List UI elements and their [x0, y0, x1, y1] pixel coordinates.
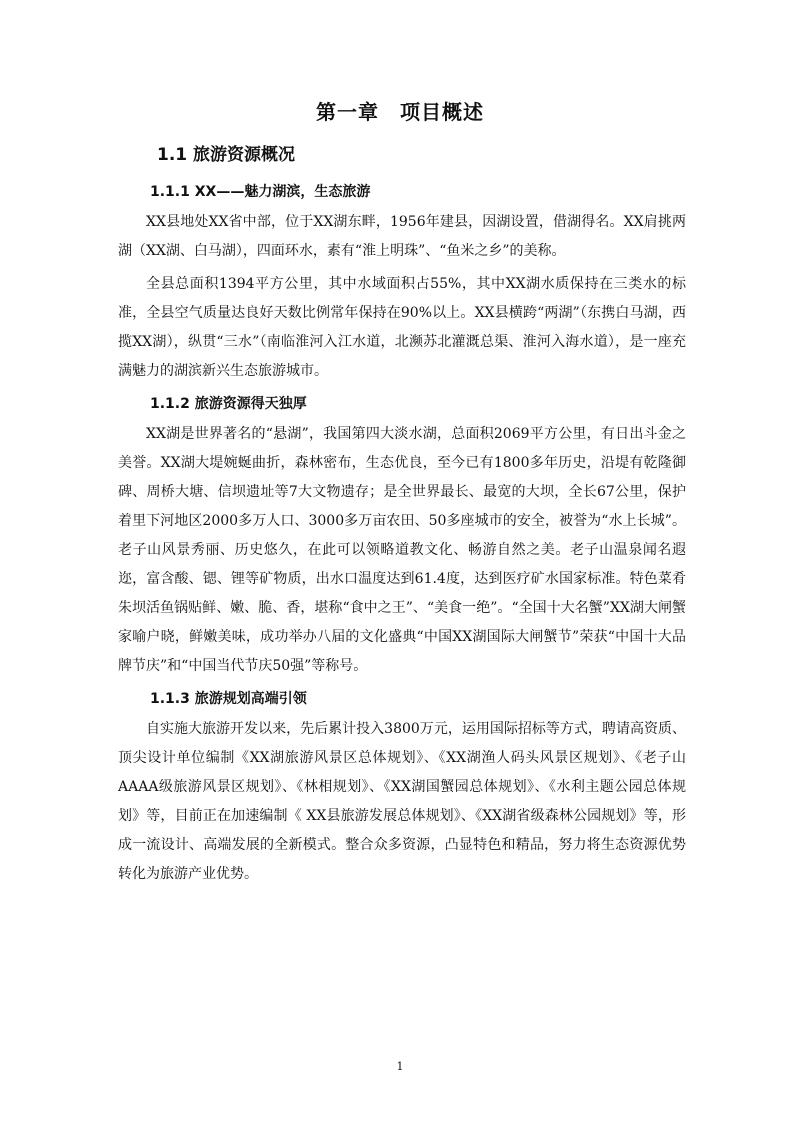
section-title: 1.1 旅游资源概况: [157, 145, 296, 165]
paragraph: 自实施大旅游开发以来，先后累计投入3800万元，运用国际招标等方式，聘请高资质、顶尖设计单位编制《XX湖旅游风景区总体规划》、《XX湖渔人码头风景区规划》、《老子山AAAA级旅游风景区规划》、《林相规划》、《XX湖国蟹园总体规划》、《水利主题公园总体规划》等，目前正在加速编制《 XX县旅游发展总体规划》、《XX湖省级森林公园规划》等，形成一流设计、高端发展的全新模式。整合众多资源，凸显特色和精品，努力将生态资源优势转化为旅游产业优势。: [118, 721, 686, 882]
subsection-title-1-1-1: 1.1.1 XX——魅力湖滨，生态旅游: [150, 184, 371, 200]
section-content: [118, 178, 686, 893]
subsection-title-1-1-3: 1.1.3 旅游规划高端引领: [150, 691, 307, 707]
paragraph: 全县总面积1394平方公里，其中水域面积占55%，其中XX湖水质保持在三类水的标准，全县空气质量达良好天数比例常年保持在90%以上。XX县横跨“两湖”（东携白马湖，西揽XX湖），纵贯“三水”（南临淮河入江水道，北濒苏北灌溉总渠、淮河入海水道），是一座充满魅力的湖滨新兴生态旅游城市。: [118, 276, 686, 379]
subsection-title-1-1-2: 1.1.2 旅游资源得天独厚: [150, 396, 307, 412]
paragraph: XX县地处XX省中部，位于XX湖东畔，1956年建县，因湖设置，借湖得名。XX肩挑两湖（XX湖、白马湖），四面环水，素有“淮上明珠”、“鱼米之乡”的美称。: [118, 214, 686, 259]
paragraph: XX湖是世界著名的“悬湖”，我国第四大淡水湖，总面积2069平方公里，有日出斗金之美誉。XX湖大堤婉蜒曲折，森林密布，生态优良，至今已有1800多年历史，沿堤有乾隆御碑、周桥大塘、信坝遗址等7大文物遗存；是全世界最长、最宽的大坝，全长67公里，保护着里下河地区2000多万人口、3000多万亩农田、50多座城市的安全，被誉为“水上长城”。老子山风景秀丽、历史悠久，在此可以领略道教文化、畅游自然之美。老子山温泉闻名遐迩，富含酸、锶、锂等矿物质，出水口温度达到61.4度，达到医疗矿水国家标准。特色菜肴朱坝活鱼锅贴鲜、嫩、脆、香，堪称“食中之王”、“美食一绝”。“全国十大名蟹”XX湖大闸蟹家喻户晓，鲜嫩美味，成功举办八届的文化盛典“中国XX湖国际大闸蟹节”荣获“中国十大品牌节庆”和“中国当代节庆50强”等称号。: [118, 426, 686, 674]
page-number: 1: [396, 1060, 404, 1073]
chapter-title: 第一章 项目概述: [316, 100, 484, 124]
